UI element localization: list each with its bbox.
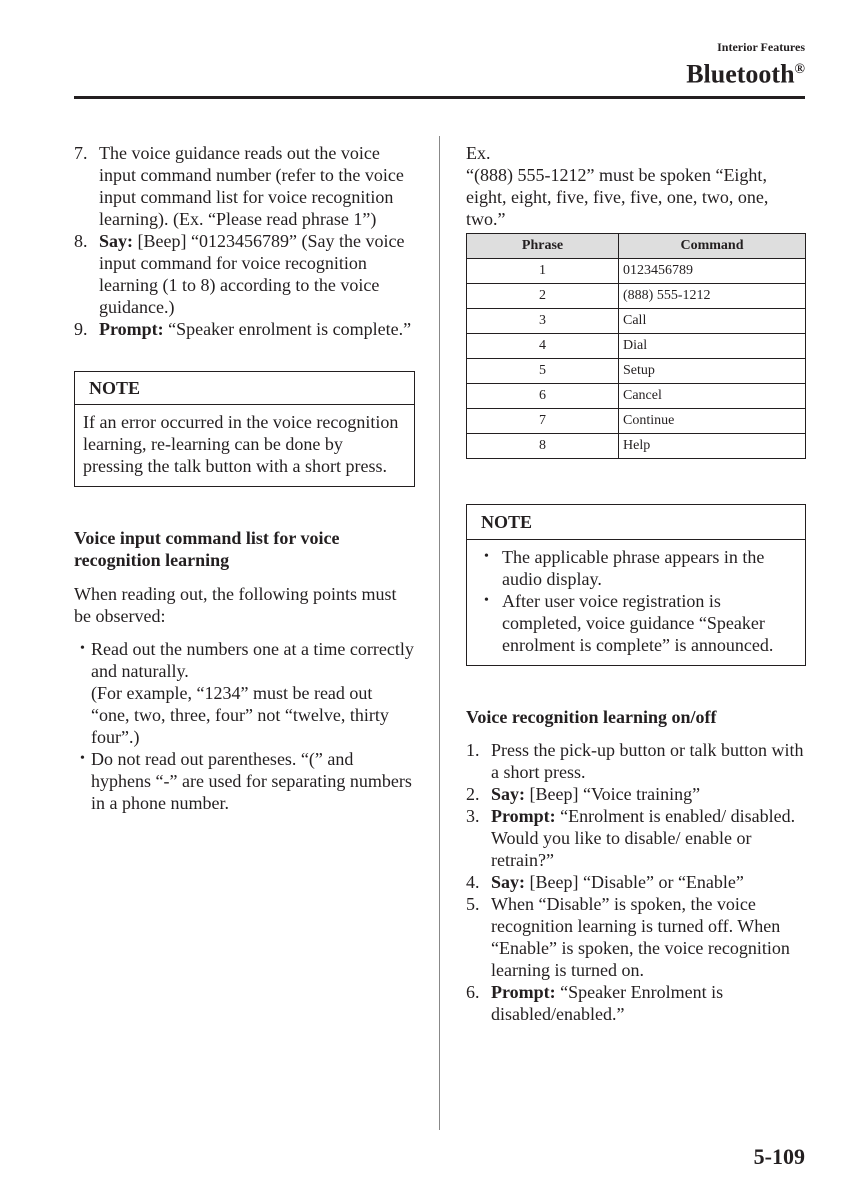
step-item	[466, 981, 806, 1025]
step-text: Press the pick-up button or talk button with a short press.	[491, 740, 804, 782]
section-title: Voice recognition learning on/off	[466, 707, 717, 727]
step-number: 7.	[74, 143, 88, 163]
example-label: Ex.	[466, 143, 491, 163]
left-column	[74, 142, 415, 814]
step-item	[74, 318, 415, 340]
command-cell: Cancel	[619, 384, 806, 409]
note-body: If an error occurred in the voice recognition learning, re-learning can be done by pressing the talk button with a short press.	[83, 412, 399, 476]
phrase-cell: 2	[467, 284, 619, 309]
command-cell: Call	[619, 309, 806, 334]
step-keyword: Prompt:	[491, 806, 556, 826]
left-steps-list	[74, 142, 415, 340]
command-cell: Help	[619, 434, 806, 459]
bullet-text: Read out the numbers one at a time correctly and naturally.	[91, 639, 414, 681]
note-bullet-item	[467, 590, 799, 656]
bullet-text: After user voice registration is completed, voice guidance “Speaker enrolment is complete” is announced.	[502, 591, 774, 655]
phrase-cell: 8	[467, 434, 619, 459]
phrase-cell: 4	[467, 334, 619, 359]
step-keyword: Prompt:	[491, 982, 556, 1002]
step-text: “Speaker Enrolment is disabled/enabled.”	[491, 982, 724, 1024]
table-row	[467, 309, 806, 334]
step-keyword: Say:	[491, 784, 526, 804]
bullet-text: The applicable phrase appears in the audio display.	[502, 547, 765, 589]
right-steps-list	[466, 739, 806, 1025]
table-row	[467, 359, 806, 384]
phrase-cell: 3	[467, 309, 619, 334]
command-cell: Setup	[619, 359, 806, 384]
step-number: 4.	[466, 872, 480, 892]
column-header: Phrase	[467, 234, 619, 259]
bullet-subtext: (For example, “1234” must be read out “one, two, three, four” not “twelve, thirty four”.)	[91, 683, 389, 747]
registered-mark: ®	[794, 62, 805, 77]
table-header-row	[467, 234, 806, 259]
step-text: The voice guidance reads out the voice input command number (refer to the voice input command list for voice recognition learning). (Ex. “Please read phrase 1”)	[99, 143, 404, 229]
note-bullet-list	[467, 546, 799, 656]
note-heading: NOTE	[467, 505, 805, 540]
phrase-cell: 7	[467, 409, 619, 434]
step-number: 2.	[466, 784, 480, 804]
step-number: 9.	[74, 319, 88, 339]
step-text: When “Disable” is spoken, the voice recognition learning is turned off. When “Enable” is spoken, the voice recognition learning is turned on.	[491, 894, 790, 980]
bullet-text: Do not read out parentheses. “(” and hyphens “-” are used for separating numbers in a phone number.	[91, 749, 412, 813]
note-box	[74, 371, 415, 487]
step-item	[466, 805, 806, 871]
phrase-cell: 5	[467, 359, 619, 384]
header-rule	[74, 96, 805, 99]
table-row	[467, 409, 806, 434]
table-row	[467, 259, 806, 284]
step-item	[466, 739, 806, 783]
note-heading: NOTE	[75, 372, 414, 405]
phrase-cell: 6	[467, 384, 619, 409]
step-number: 6.	[466, 982, 480, 1002]
step-text: “Enrolment is enabled/ disabled. Would you like to disable/ enable or retrain?”	[491, 806, 796, 870]
command-cell: 0123456789	[619, 259, 806, 284]
step-item	[74, 230, 415, 318]
column-header: Command	[619, 234, 806, 259]
bullet-item	[74, 638, 415, 748]
page-title-text: Bluetooth	[686, 59, 795, 89]
bullet-mark: •	[80, 751, 85, 766]
command-cell: Continue	[619, 409, 806, 434]
column-divider	[439, 136, 440, 1130]
note-box	[466, 504, 806, 666]
phrase-cell: 1	[467, 259, 619, 284]
step-keyword: Say:	[491, 872, 526, 892]
bullet-mark: •	[484, 549, 489, 564]
step-keyword: Say:	[99, 231, 134, 251]
table-row	[467, 334, 806, 359]
page-number: 5-109	[753, 1144, 805, 1169]
bullet-mark: •	[80, 641, 85, 656]
bullet-item	[74, 748, 415, 814]
example-text: “(888) 555-1212” must be spoken “Eight, eight, eight, five, five, five, one, two, one, two.”	[466, 165, 769, 229]
table-row	[467, 434, 806, 459]
step-number: 3.	[466, 806, 480, 826]
note-bullet-item	[467, 546, 799, 590]
right-column	[466, 142, 806, 1025]
note-body	[467, 540, 805, 665]
step-text: “Speaker enrolment is complete.”	[163, 319, 412, 339]
command-cell: (888) 555-1212	[619, 284, 806, 309]
step-number: 1.	[466, 740, 480, 760]
table-row	[467, 284, 806, 309]
command-cell: Dial	[619, 334, 806, 359]
section-header: Interior Features	[717, 40, 805, 54]
step-text: [Beep] “Voice training”	[525, 784, 701, 804]
step-item	[466, 893, 806, 981]
step-number: 5.	[466, 894, 480, 914]
table-row	[467, 384, 806, 409]
step-text: [Beep] “0123456789” (Say the voice input command for voice recognition learning (1 to 8) according to the voice guidance.)	[99, 231, 405, 317]
section-intro: When reading out, the following points must be observed:	[74, 584, 397, 626]
step-item	[466, 871, 806, 893]
section-title: Voice input command list for voice recognition learning	[74, 528, 340, 570]
page-title	[686, 55, 805, 90]
step-keyword: Prompt:	[99, 319, 164, 339]
bullet-mark: •	[484, 593, 489, 608]
bullet-list	[74, 638, 415, 814]
step-item	[74, 142, 415, 230]
command-table	[466, 233, 806, 459]
step-text: [Beep] “Disable” or “Enable”	[525, 872, 744, 892]
step-item	[466, 783, 806, 805]
step-number: 8.	[74, 231, 88, 251]
